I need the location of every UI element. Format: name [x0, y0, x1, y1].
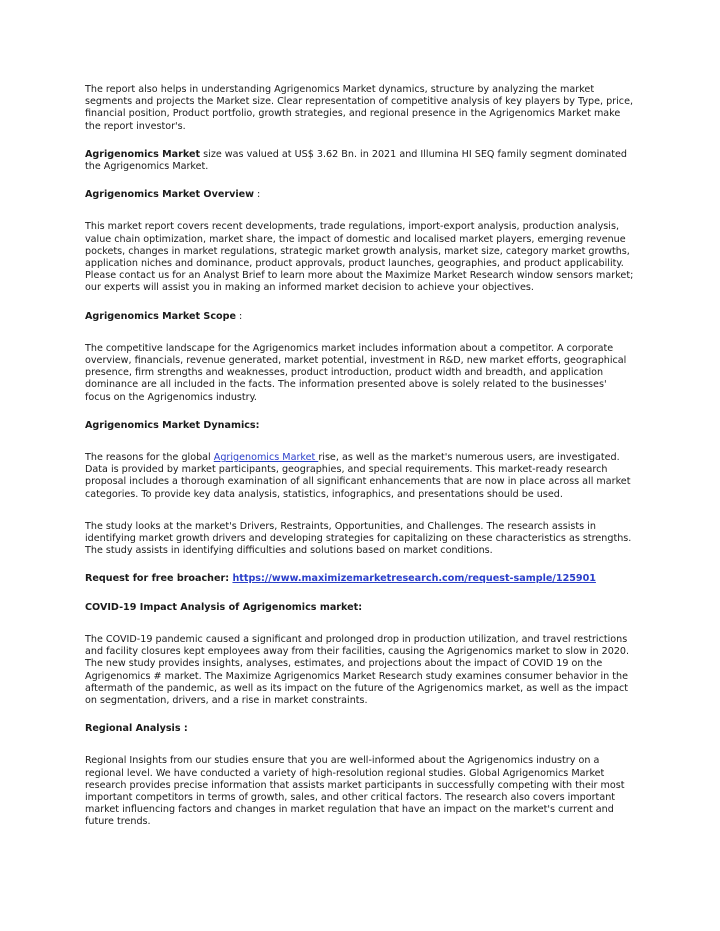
request-label: Request for free broacher:: [85, 573, 233, 585]
dynamics-text-pre: The reasons for the global: [85, 452, 214, 464]
overview-paragraph: This market report covers recent developments, trade regulations, import-export analysis, production analysis, value chain optimization, market share, the impact of domestic and localised market players, emerging revenue pockets, changes in market regulations, strategic market growth analysis, market size, category market growths, application niches and dominance, product approvals, product launches, geographies, and product applicability. Please contact us for an Analyst Brief to learn more about the Maximize Market Research window sensors market; our experts will assist you in making an informed market decision to achieve your objectives.: [85, 221, 634, 294]
request-sample-link[interactable]: https://www.maximizemarketresearch.com/request-sample/125901: [232, 573, 596, 585]
covid-heading: COVID-19 Impact Analysis of Agrigenomics market:: [85, 601, 363, 613]
document-page: [85, 84, 635, 829]
scope-heading: [85, 311, 635, 323]
dynamics-paragraph-1: [85, 452, 635, 501]
market-size-label: Agrigenomics Market: [85, 148, 201, 160]
overview-heading-suffix: :: [254, 189, 261, 201]
dynamics-paragraph-2: The study looks at the market's Drivers, Restraints, Opportunities, and Challenges. The research assists in identifying market growth drivers and developing strategies for capitalizing on these characteristics as strengths. The study assists in identifying difficulties and solutions based on market conditions.: [85, 520, 632, 557]
regional-paragraph: Regional Insights from our studies ensure that you are well-informed about the Agrigenomics industry on a regional level. We have conducted a variety of high-resolution regional studies. Global Agrigenomics Market research provides precise information that assists market participants in successfully competing with their most important competitors in terms of growth, sales, and other critical factors. The research also covers important market influencing factors and changes in market regulation that have an impact on the market's current and future trends.: [85, 755, 625, 828]
scope-paragraph: The competitive landscape for the Agrigenomics market includes information about a competitor. A corporate overview, financials, revenue generated, market potential, investment in R&D, new market efforts, geographical presence, firm strengths and weaknesses, product introduction, product width and breadth, and application dominance are all included in the facts. The information presented above is solely related to the businesses' focus on the Agrigenomics industry.: [85, 342, 627, 403]
regional-heading: Regional Analysis :: [85, 723, 188, 735]
dynamics-text-post: rise, as well as the market's numerous users, are investigated. Data is provided by market participants, geographies, and special requirements. This market-ready research proposal includes a thorough examination of all significant enhancements that are now in place across all market categories. To provide key data analysis, statistics, infographics, and presentations should be used.: [85, 452, 631, 500]
market-size-paragraph: [85, 149, 635, 173]
agrigenomics-market-link[interactable]: Agrigenomics Market: [213, 452, 319, 464]
scope-heading-text: Agrigenomics Market Scope: [85, 310, 236, 322]
dynamics-heading: Agrigenomics Market Dynamics:: [85, 419, 260, 431]
scope-heading-suffix: :: [236, 310, 243, 322]
overview-heading-text: Agrigenomics Market Overview: [85, 189, 254, 201]
market-size-text: size was valued at US$ 3.62 Bn. in 2021 and Illumina HI SEQ family segment dominated the Agrigenomics Market.: [85, 148, 627, 173]
request-line: [85, 573, 635, 585]
intro-paragraph: The report also helps in understanding Agrigenomics Market dynamics, structure by analyzing the market segments and projects the Market size. Clear representation of competitive analysis of key players by Type, price, financial position, Product portfolio, growth strategies, and regional presence in the Agrigenomics Market make the report investor's.: [85, 84, 634, 132]
overview-heading: [85, 189, 635, 201]
covid-paragraph: The COVID-19 pandemic caused a significant and prolonged drop in production utilization, and travel restrictions and facility closures kept employees away from their facilities, causing the Agrigenomics market to slow in 2020. The new study provides insights, analyses, estimates, and projections about the impact of COVID 19 on the Agrigenomics # market. The Maximize Agrigenomics Market Research study examines consumer behavior in the aftermath of the pandemic, as well as its impact on the future of the Agrigenomics market, as well as the impact on segmentation, drivers, and a rise in market constraints.: [85, 633, 630, 706]
